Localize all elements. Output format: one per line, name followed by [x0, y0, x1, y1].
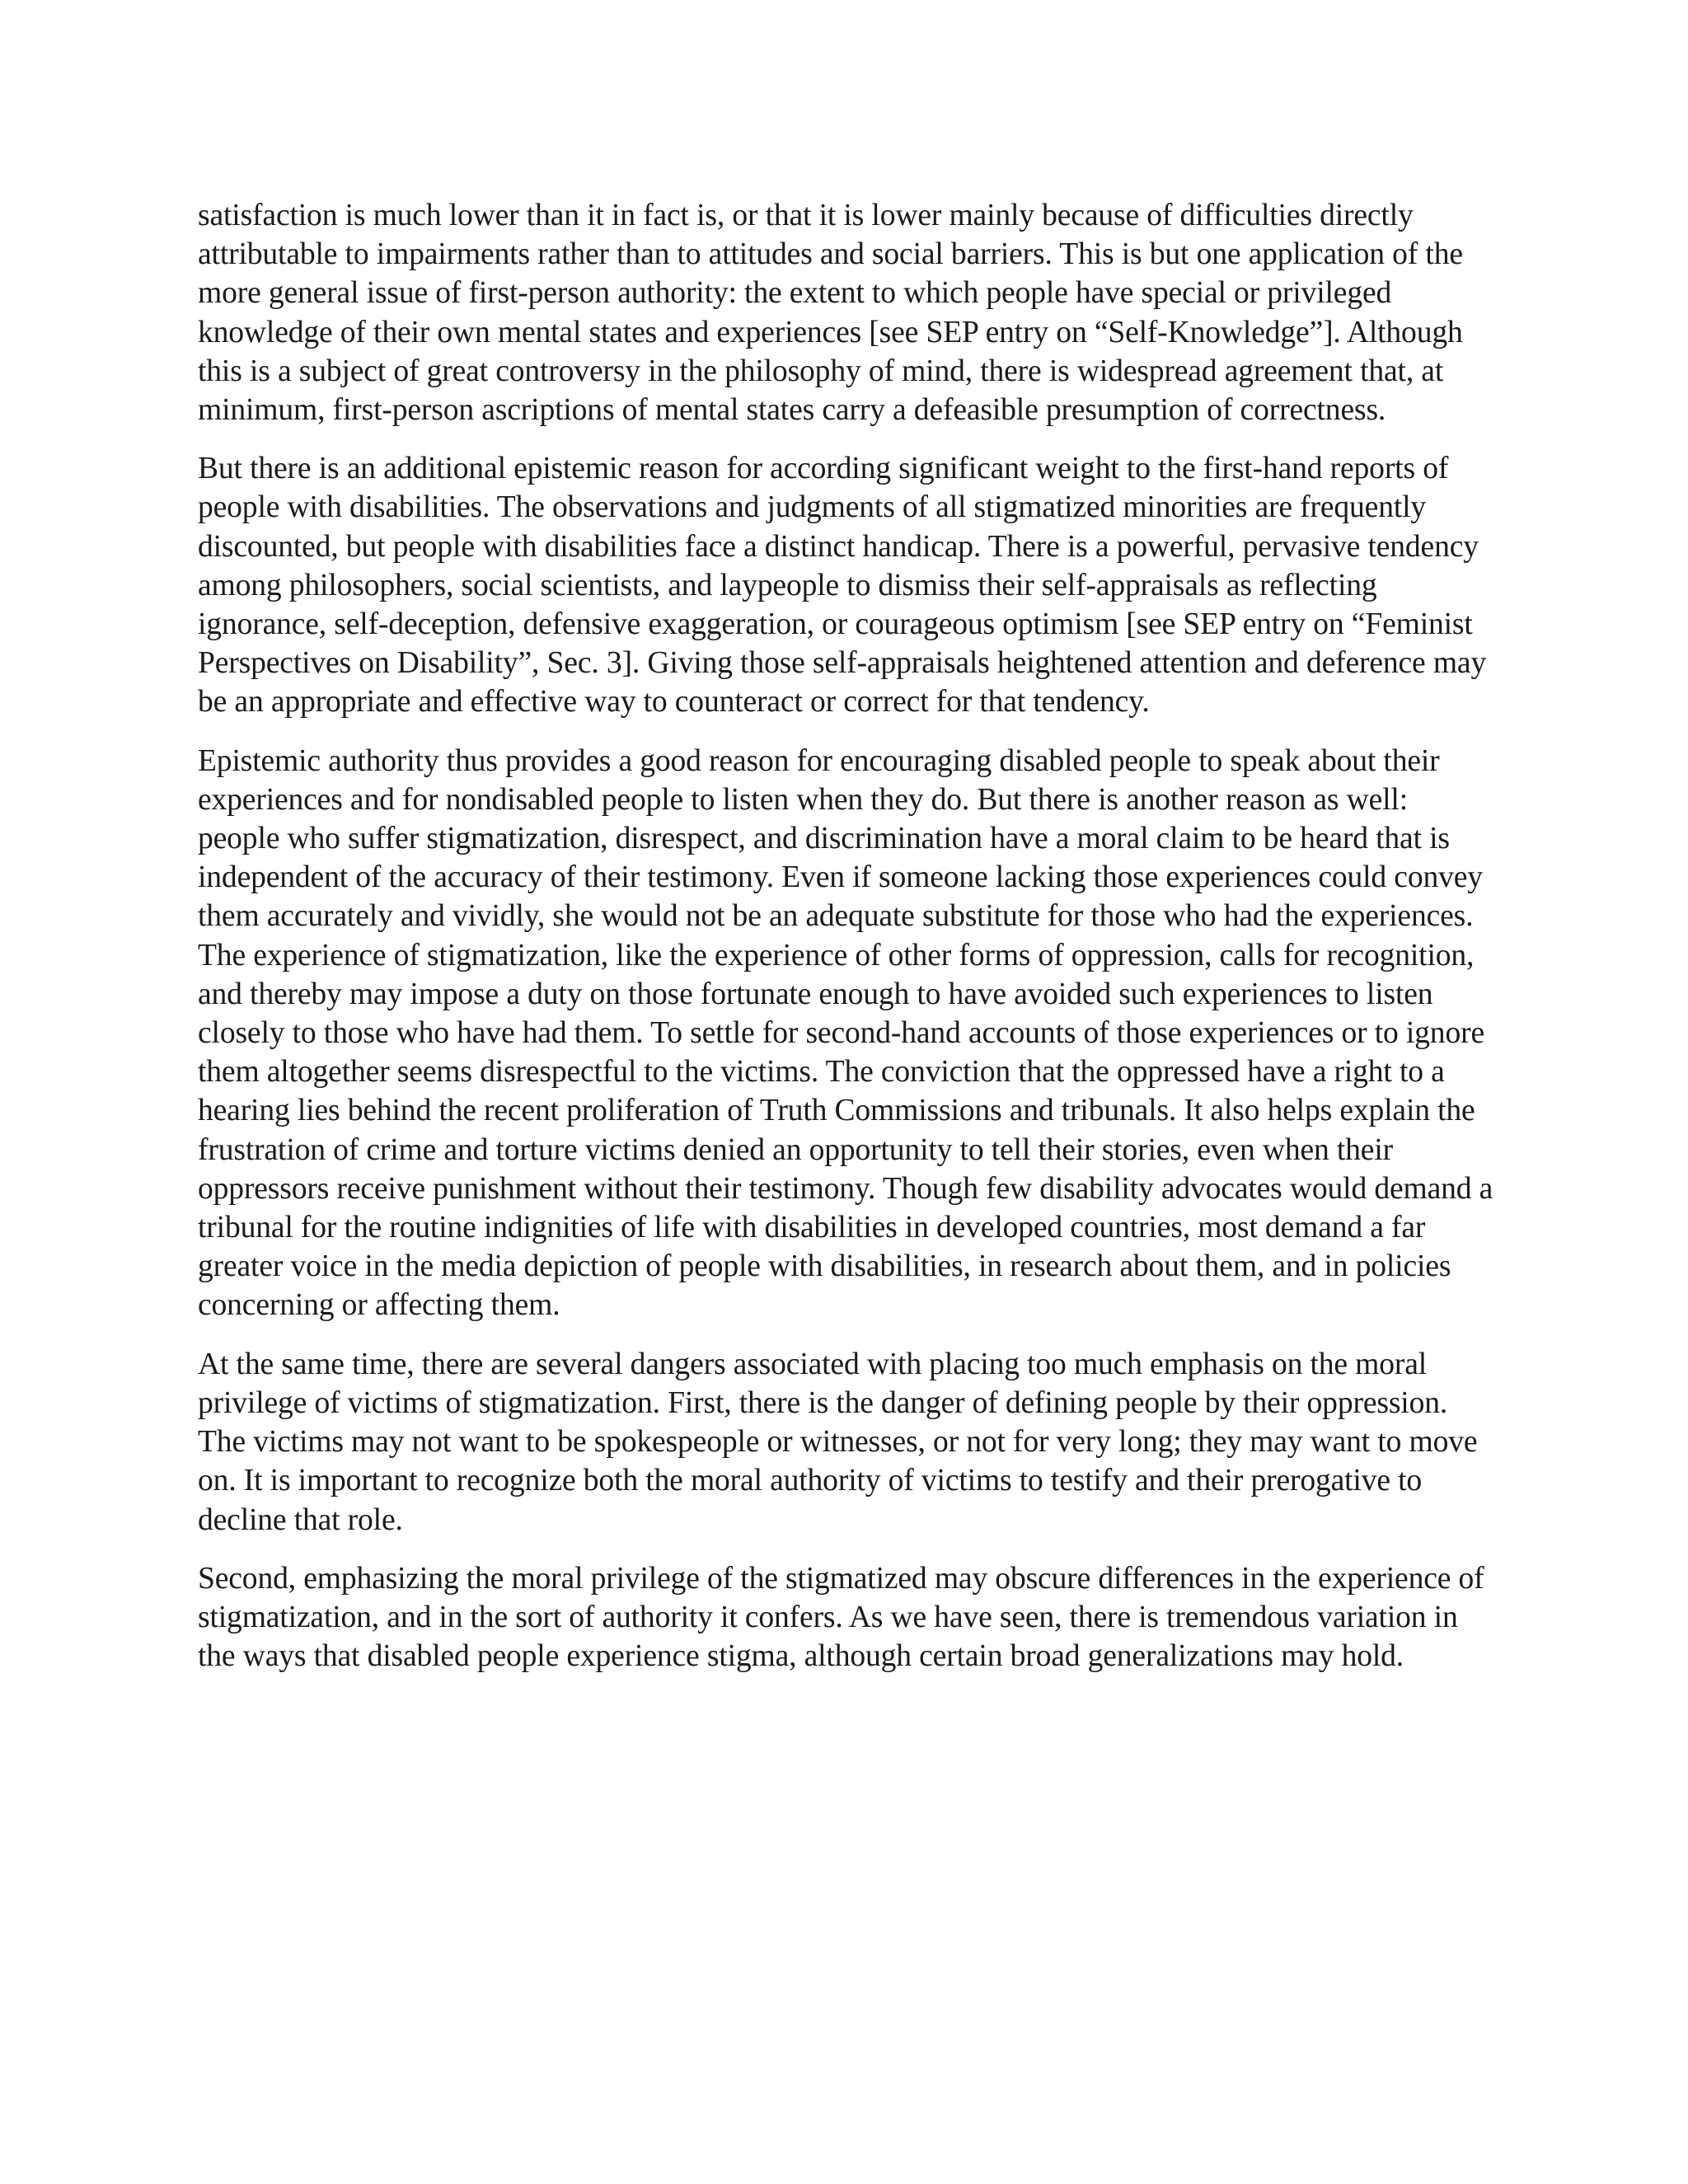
paragraph-5: Second, emphasizing the moral privilege of the stigmatized may obscure differences in the experience of stigmatization, and in the sort of authority it confers. As we have seen, there is tremendous variation in the ways that disabled people experience stigma, although certain broad generalizations may hold. — [198, 1561, 1484, 1674]
paragraph-3: Epistemic authority thus provides a good reason for encouraging disabled people to speak about their experiences and for nondisabled people to listen when they do. But there is another reason as well: people who suffer stigmatization, disrespect, and discrimination have a moral claim to be heard that is independent of the accuracy of their testimony. Even if someone lacking those experiences could convey them accurately and vividly, she would not be an adequate substitute for those who had the experiences. The experience of stigmatization, like the experience of other forms of oppression, calls for recognition, and thereby may impose a duty on those fortunate enough to have avoided such experiences to listen closely to those who have had them. To settle for second-hand accounts of those experiences or to ignore them altogether seems disrespectful to the victims. The conviction that the oppressed have a right to a hearing lies behind the recent proliferation of Truth Commissions and tribunals. It also helps explain the frustration of crime and torture victims denied an opportunity to tell their stories, even when their oppressors receive punishment without their testimony. Though few disability advocates would demand a tribunal for the routine indignities of life with disabilities in developed countries, most demand a far greater voice in the media depiction of people with disabilities, in research about them, and in policies concerning or affecting them. — [198, 743, 1493, 1323]
paragraph-1: satisfaction is much lower than it in fact is, or that it is lower mainly because of difficulties directly attributable to impairments rather than to attitudes and social barriers. This is but one application of the more general issue of first-person authority: the extent to which people have special or privileged knowledge of their own mental states and experiences [see SEP entry on “Self-Knowledge”]. Although this is a subject of great controversy in the philosophy of mind, there is widespread agreement that, at minimum, first-person ascriptions of mental states carry a defeasible presumption of correctness. — [198, 199, 1463, 428]
body-text — [198, 196, 1497, 1695]
paragraph-2: But there is an additional epistemic reason for according significant weight to the first-hand reports of people with disabilities. The observations and judgments of all stigmatized minorities are frequently discounted, but people with disabilities face a distinct handicap. There is a powerful, pervasive tendency among philosophers, social scientists, and laypeople to dismiss their self-appraisals as reflecting ignorance, self-deception, defensive exaggeration, or courageous optimism [see SEP entry on “Feminist Perspectives on Disability”, Sec. 3]. Giving those self-appraisals heightened attention and deference may be an appropriate and effective way to counteract or correct for that tendency. — [198, 452, 1487, 719]
paragraph-4: At the same time, there are several dangers associated with placing too much emphasis on the moral privilege of victims of stigmatization. First, there is the danger of defining people by their oppression. The victims may not want to be spokespeople or witnesses, or not for very long; they may want to move on. It is important to recognize both the moral authority of victims to testify and their prerogative to decline that role. — [198, 1347, 1478, 1537]
